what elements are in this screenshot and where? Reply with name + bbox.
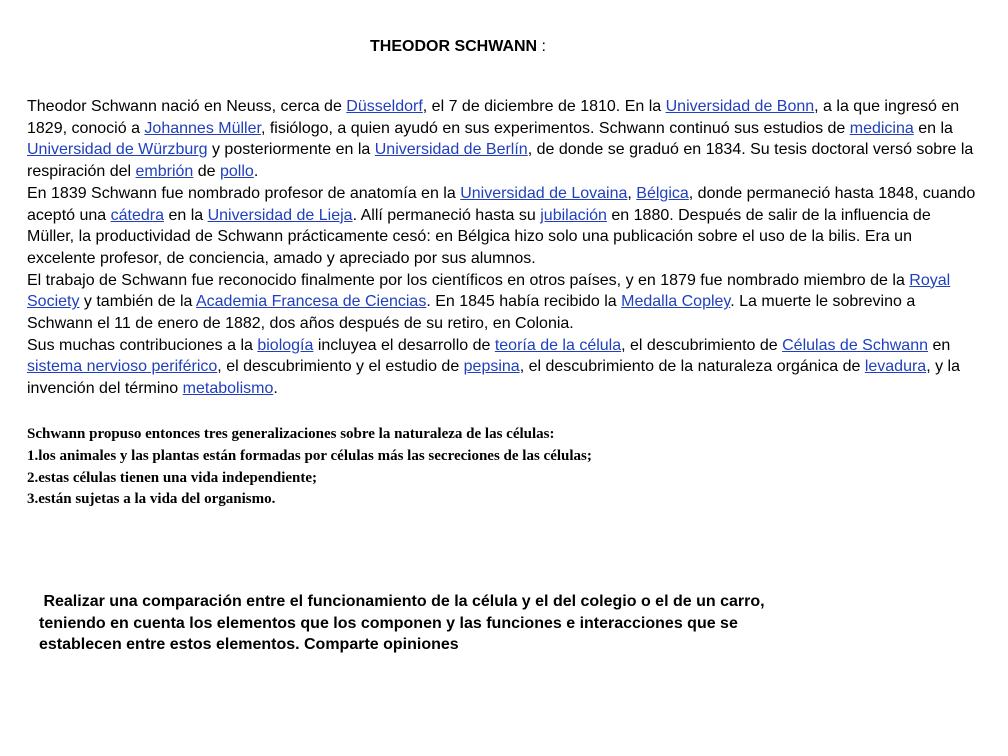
text-segment: , a la que ingresó en 1829, conoció a: [27, 98, 960, 137]
wiki-link[interactable]: metabolismo: [182, 380, 274, 398]
generalization-item: 1.los animales y las plantas están formadas por células más las secreciones de las células;: [27, 447, 592, 464]
text-segment: en: [928, 336, 951, 354]
text-segment: , el 7 de diciembre de 1810. En la: [422, 98, 666, 115]
text-segment: , y la invención del término: [27, 358, 960, 398]
wiki-link[interactable]: Universidad de Lieja: [207, 206, 353, 224]
text-segment: . Allí permaneció hasta su: [352, 206, 541, 224]
generalizations-block: [27, 424, 982, 511]
text-segment: de: [193, 163, 220, 181]
wiki-link[interactable]: levadura: [864, 358, 927, 376]
text-segment: y también de la: [79, 293, 196, 311]
text-segment: , el descubrimiento de: [621, 336, 783, 354]
wiki-link[interactable]: Universidad de Lovaina: [460, 184, 628, 202]
title-colon: :: [537, 38, 546, 55]
wiki-link[interactable]: Academia Francesa de Ciencias: [195, 293, 427, 311]
text-segment: en la: [913, 119, 953, 137]
wiki-link[interactable]: teoría de la célula: [494, 336, 622, 354]
generalizations-intro: Schwann propuso entonces tres generalizaciones sobre la naturaleza de las células:: [27, 426, 555, 442]
text-segment: y posteriormente en la: [207, 141, 375, 159]
task-line: Realizar una comparación entre el funcionamiento de la célula y el del colegio o el de un carro,: [39, 593, 765, 610]
text-segment: , donde permaneció hasta 1848, cuando aceptó una: [27, 184, 976, 224]
generalization-item: 2.estas células tienen una vida independiente;: [27, 469, 318, 486]
wiki-link[interactable]: Johannes Müller: [144, 119, 261, 137]
text-segment: ,: [627, 184, 637, 202]
paragraph-1: [27, 96, 982, 183]
wiki-link[interactable]: medicina: [849, 119, 914, 137]
wiki-link[interactable]: Royal Society: [27, 271, 951, 311]
text-segment: incluyea el desarrollo de: [313, 336, 495, 354]
wiki-link[interactable]: pepsina: [463, 358, 520, 376]
text-segment: El trabajo de Schwann fue reconocido finalmente por los científicos en otros países, y en 1879 fue nombrado miembro de la: [27, 271, 910, 289]
wiki-link[interactable]: Universidad de Würzburg: [27, 141, 208, 159]
wiki-link[interactable]: Universidad de Berlín: [374, 141, 528, 159]
task-line: teniendo en cuenta los elementos que los componen y las funciones e interacciones que se: [39, 614, 738, 632]
wiki-link[interactable]: Células de Schwann: [782, 336, 928, 354]
text-segment: .: [253, 163, 259, 181]
text-segment: . La muerte le sobrevino a Schwann el 11 de enero de 1882, dos años después de su retiro, en Colonia.: [27, 293, 916, 333]
title-text: THEODOR SCHWANN: [370, 38, 538, 55]
task-line: establecen entre estos elementos. Comparte opiniones: [39, 636, 459, 654]
generalization-item: 3.están sujetas a la vida del organismo.: [27, 491, 276, 508]
biography-text: [27, 96, 982, 400]
wiki-link[interactable]: cátedra: [110, 206, 164, 224]
text-segment: , el descubrimiento de la naturaleza orgánica de: [519, 358, 865, 376]
text-segment: en la: [164, 206, 208, 224]
page-title: [370, 38, 546, 56]
text-segment: , de donde se graduó en 1834. Su tesis doctoral versó sobre la respiración del: [27, 141, 974, 181]
text-segment: Sus muchas contribuciones a la: [27, 336, 258, 354]
text-segment: Theodor Schwann nació en Neuss, cerca de: [27, 98, 347, 115]
wiki-link[interactable]: embrión: [135, 163, 194, 181]
wiki-link[interactable]: jubilación: [540, 206, 607, 224]
wiki-link[interactable]: Bélgica: [636, 184, 689, 202]
wiki-link[interactable]: Medalla Copley: [621, 293, 731, 311]
text-segment: , fisiólogo, a quien ayudó en sus experimentos. Schwann continuó sus estudios de: [260, 119, 850, 137]
wiki-link[interactable]: Universidad de Bonn: [665, 98, 815, 115]
text-segment: .: [273, 380, 278, 398]
paragraph-2: [27, 183, 982, 270]
text-segment: En 1839 Schwann fue nombrado profesor de anatomía en la: [27, 184, 461, 202]
text-segment: en 1880. Después de salir de la influencia de Müller, la productividad de Schwann prácticamente cesó: en Bélgica hizo solo una publicación sobre el uso de la bilis. Era un excelente profesor, de conciencia, amado y apreciado por sus alumnos.: [27, 206, 931, 267]
activity-instructions: [39, 591, 979, 656]
wiki-link[interactable]: Düsseldorf: [346, 98, 423, 115]
wiki-link[interactable]: sistema nervioso periférico: [27, 358, 218, 376]
paragraph-4: [27, 335, 982, 400]
wiki-link[interactable]: biología: [257, 336, 314, 354]
wiki-link[interactable]: pollo: [220, 163, 254, 181]
text-segment: . En 1845 había recibido la: [426, 293, 622, 311]
text-segment: , el descubrimiento y el estudio de: [217, 358, 464, 376]
paragraph-3: [27, 270, 982, 335]
